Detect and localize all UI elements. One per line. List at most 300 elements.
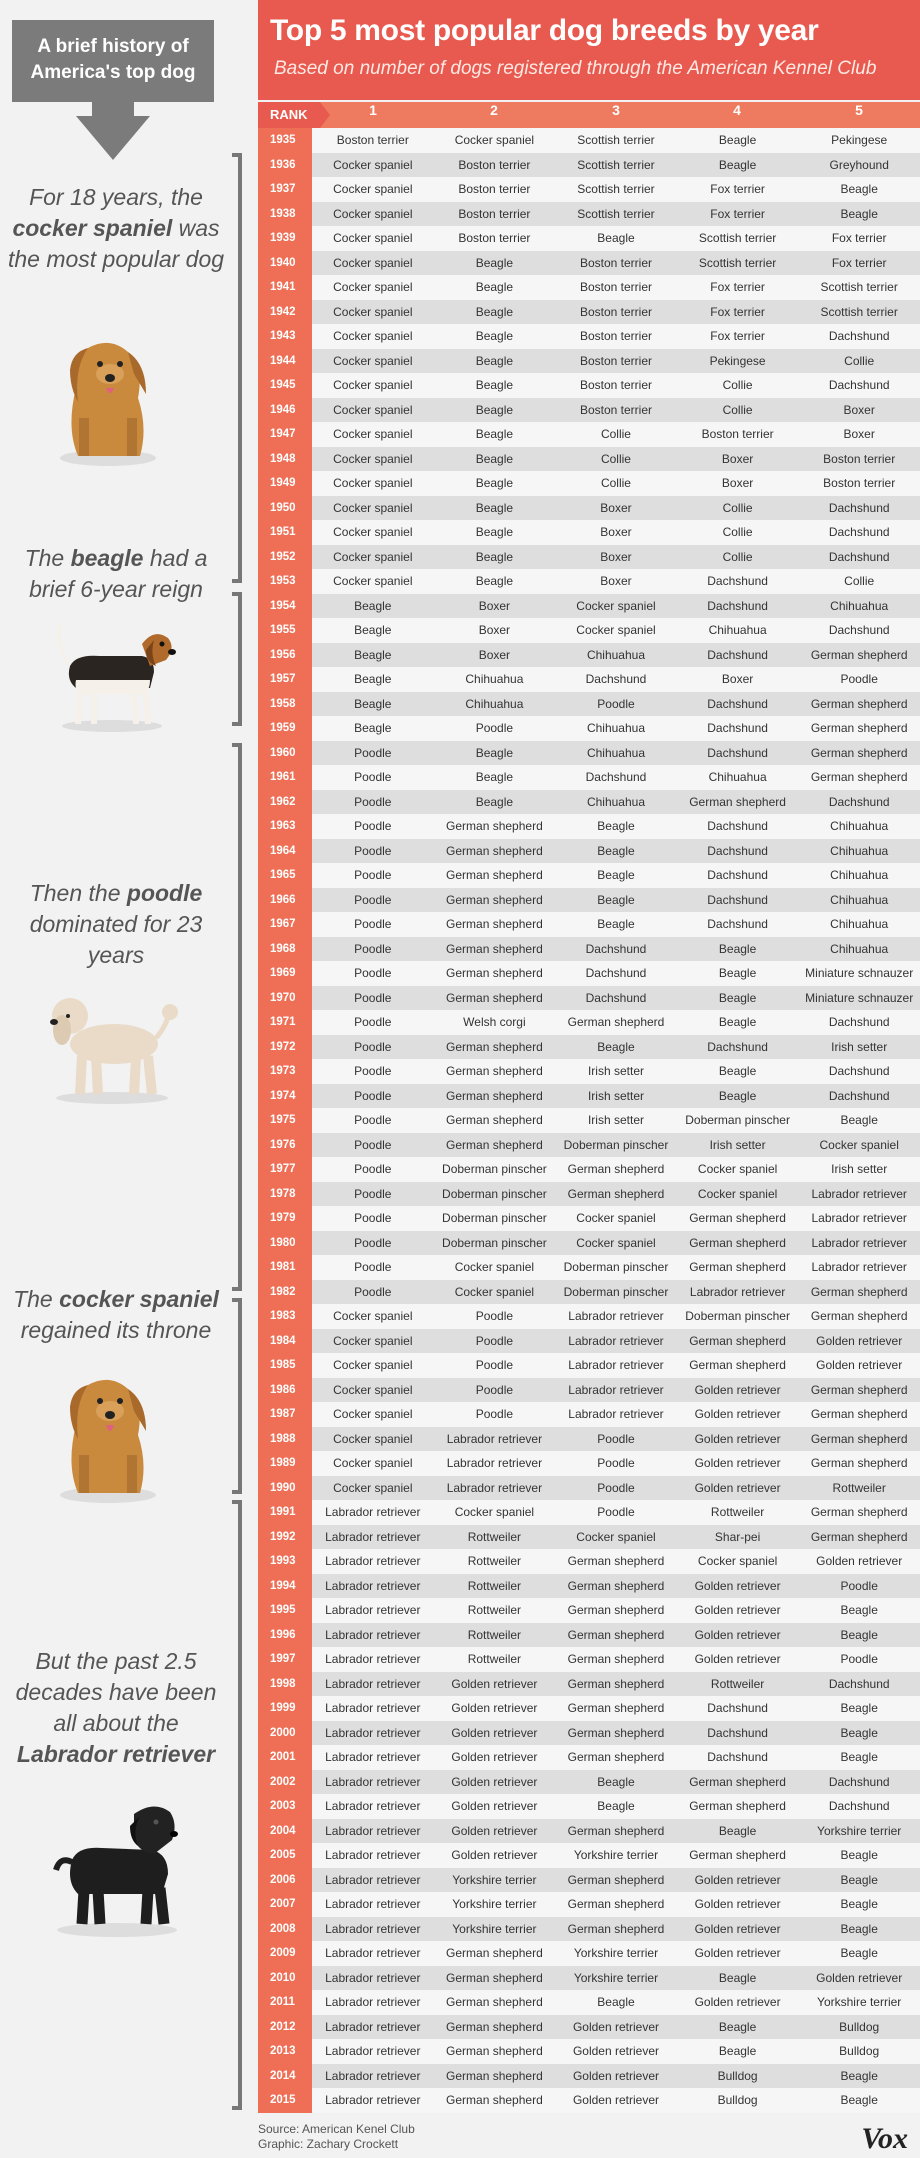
year-cell: 1993 [258,1549,312,1574]
row-cells [312,961,920,986]
breed-cell-rank-4: Beagle [718,2044,757,2058]
row-cells [312,349,920,374]
year-cell: 1977 [258,1157,312,1182]
breed-cell-rank-2: German shepherd [446,2093,543,2107]
down-arrow-icon [76,116,150,160]
breed-cell-rank-5: Miniature schnauzer [805,990,914,1005]
breed-cell-rank-3: German shepherd [567,1652,665,1666]
breed-cell-rank-2: Cocker spaniel [454,1284,535,1299]
breed-cell-rank-4: Rottweiler [710,1676,765,1691]
table-row [258,1451,920,1476]
row-cells [312,471,920,496]
breed-cell-rank-2: German shepherd [446,2019,543,2034]
breed-cell-rank-2: German shepherd [446,1946,543,1960]
table-row [258,1647,920,1672]
breed-cell-rank-4: Collie [722,402,753,417]
breed-cell-rank-2: Yorkshire terrier [452,1897,537,1911]
breed-cell-rank-5: Poodle [840,672,878,686]
breed-cell-rank-5: German shepherd [810,1382,908,1397]
breed-cell-rank-5: Boston terrier [823,476,896,490]
breed-cell-rank-3: Beagle [597,1774,635,1789]
table-row [258,1819,920,1844]
breed-cell-rank-1: Beagle [354,623,392,637]
breed-cell-rank-4: Cocker spaniel [697,1554,778,1568]
table-row [258,1892,920,1917]
breed-cell-rank-5: Chihuahua [830,819,889,833]
year-cell: 1946 [258,398,312,423]
breed-cell-rank-4: German shepherd [689,1358,786,1372]
table-row [258,1133,920,1158]
breed-cell-rank-1: Labrador retriever [325,2019,421,2034]
row-cells [312,986,920,1011]
breed-cell-rank-5: Labrador retriever [811,1211,907,1225]
breed-cell-rank-1: Poodle [354,1113,392,1127]
year-cell: 1948 [258,447,312,472]
table-row [258,1966,920,1991]
breed-cell-rank-4: Dachshund [707,1039,768,1054]
table-row [258,422,920,447]
breed-cell-rank-1: Cocker spaniel [333,329,413,343]
row-cells [312,888,920,913]
breed-cell-rank-1: Labrador retriever [325,2068,421,2083]
table-row [258,1721,920,1746]
row-cells [312,1035,920,1060]
breed-cell-rank-2: Beagle [475,794,514,809]
breed-cell-rank-5: German shepherd [810,1505,908,1519]
year-cell: 1963 [258,814,312,839]
year-cell: 2003 [258,1794,312,1819]
year-cell: 1949 [258,471,312,496]
year-cell: 1996 [258,1623,312,1648]
breed-cell-rank-4: Boxer [721,451,754,466]
row-cells [312,912,920,937]
row-cells [312,1451,920,1476]
row-cells [312,716,920,741]
breed-cell-rank-3: Dachshund [585,672,647,686]
table-row [258,790,920,815]
row-cells [312,1794,920,1819]
era-bracket-cocker-2 [232,1298,242,1494]
breed-cell-rank-5: Chihuahua [830,868,889,882]
year-cell: 1944 [258,349,312,374]
down-arrow-stem [92,102,134,116]
breed-cell-rank-4: Dachshund [707,843,768,858]
table-row [258,741,920,766]
breed-cell-rank-1: Cocker spaniel [333,231,413,245]
breed-cell-rank-3: Boxer [600,525,632,539]
breed-cell-rank-1: Cocker spaniel [333,574,413,588]
year-cell: 1950 [258,496,312,521]
breed-cell-rank-2: Yorkshire terrier [452,1921,537,1936]
breed-cell-rank-2: Beagle [475,525,514,539]
breed-cell-rank-4: Doberman pinscher [685,1309,790,1323]
breed-cell-rank-4: Beagle [718,1088,757,1103]
year-cell: 1965 [258,863,312,888]
breed-cell-rank-4: Collie [722,549,753,564]
breed-cell-rank-1: Labrador retriever [325,1701,421,1715]
breed-cell-rank-2: German shepherd [446,941,543,956]
breed-cell-rank-3: German shepherd [567,1823,665,1838]
breed-cell-rank-2: Beagle [475,304,514,319]
table-row [258,1108,920,1133]
row-cells [312,692,920,717]
breed-cell-rank-5: Dachshund [828,525,890,539]
breed-cell-rank-2: Poodle [475,1407,514,1421]
table-row [258,1084,920,1109]
breed-cell-rank-4: Scottish terrier [698,255,777,270]
breed-cell-rank-3: German shepherd [567,1162,665,1176]
caption-cocker-2: The cocker spaniel regained its throne [13,1286,219,1343]
breed-cell-rank-5: Beagle [840,206,878,221]
breed-cell-rank-4: Boston terrier [701,427,774,441]
breed-cell-rank-3: Irish setter [587,1088,644,1103]
table-row [258,1402,920,1427]
breed-cell-rank-5: German shepherd [810,647,908,662]
breed-cell-rank-4: Dachshund [707,721,768,735]
year-cell: 1978 [258,1182,312,1207]
breed-cell-rank-2: Rottweiler [467,1529,522,1544]
breed-cell-rank-5: Bulldog [839,2044,880,2058]
breed-cell-rank-1: Poodle [354,990,392,1005]
breed-cell-rank-5: German shepherd [810,1284,908,1299]
breed-cell-rank-3: Labrador retriever [568,1358,664,1372]
row-cells [312,667,920,692]
breed-cell-rank-5: German shepherd [810,1529,908,1544]
breed-cell-rank-5: Yorkshire terrier [817,1995,902,2009]
breed-cell-rank-2: German shepherd [446,917,543,931]
breed-cell-rank-4: Pekingese [709,353,766,368]
breed-cell-rank-2: Boxer [478,598,511,613]
breed-cell-rank-3: Beagle [597,1799,635,1813]
year-cell: 1991 [258,1500,312,1525]
breed-cell-rank-3: Beagle [597,231,635,245]
table-row [258,1157,920,1182]
breed-cell-rank-1: Beagle [354,598,392,613]
year-cell: 1941 [258,275,312,300]
breed-cell-rank-5: Chihuahua [830,892,889,907]
breed-cell-rank-3: Doberman pinscher [563,1260,669,1274]
breed-cell-rank-3: Boxer [600,549,632,564]
table-row [258,2064,920,2089]
beagle-image [50,614,180,734]
row-cells [312,643,920,668]
rank-3-header: 3 [612,102,620,118]
table-row [258,986,920,1011]
breed-cell-rank-4: Golden retriever [694,1652,781,1666]
breed-cell-rank-2: Labrador retriever [446,1480,543,1495]
breed-cell-rank-1: Poodle [354,941,392,956]
row-cells [312,300,920,325]
year-cell: 1969 [258,961,312,986]
table-row [258,128,920,153]
breed-cell-rank-2: German shepherd [446,990,543,1005]
breed-cell-rank-3: Dachshund [585,990,647,1005]
breed-cell-rank-1: Cocker spaniel [333,549,413,564]
row-cells [312,1084,920,1109]
row-cells [312,790,920,815]
breed-cell-rank-2: Beagle [475,476,514,490]
intro-text: A brief history of America's top dog [30,36,196,83]
year-cell: 1972 [258,1035,312,1060]
breed-cell-rank-2: Beagle [475,500,514,515]
breed-cell-rank-5: Beagle [840,182,878,196]
breed-cell-rank-2: Beagle [475,402,514,417]
breed-cell-rank-5: Dachshund [828,1676,890,1691]
breed-cell-rank-1: Labrador retriever [325,1627,421,1642]
row-cells [312,1525,920,1550]
breed-cell-rank-3: Labrador retriever [568,1309,664,1323]
table-row [258,863,920,888]
breed-cell-rank-3: Golden retriever [572,2093,659,2107]
row-cells [312,1157,920,1182]
breed-cell-rank-1: Beagle [354,647,392,662]
breed-cell-rank-2: Beagle [475,353,514,368]
breed-cell-rank-2: Doberman pinscher [442,1162,547,1176]
breed-cell-rank-2: Poodle [475,1358,514,1372]
breed-cell-rank-1: Poodle [354,794,392,809]
breed-cell-rank-3: Scottish terrier [577,206,655,221]
breed-cell-rank-4: German shepherd [689,1235,786,1250]
breed-cell-rank-3: Boston terrier [579,353,652,368]
breed-cell-rank-1: Poodle [354,1260,392,1274]
breed-cell-rank-1: Labrador retriever [325,1652,421,1666]
breed-cell-rank-2: Boxer [478,623,511,637]
breed-cell-rank-4: Fox terrier [710,206,765,221]
table-row [258,324,920,349]
breed-cell-rank-2: German shepherd [446,1970,543,1985]
breed-cell-rank-5: Beagle [840,1603,878,1617]
row-cells [312,202,920,227]
breed-cell-rank-3: Boston terrier [579,280,652,294]
breed-cell-rank-3: Boston terrier [579,255,652,270]
breed-cell-rank-1: Boston terrier [336,133,409,147]
breed-cell-rank-2: German shepherd [446,819,543,833]
breed-cell-rank-4: Bulldog [717,2068,758,2083]
breed-cell-rank-4: Scottish terrier [698,231,777,245]
breed-cell-rank-4: Golden retriever [694,1946,781,1960]
breed-cell-rank-5: Beagle [840,1897,878,1911]
breed-cell-rank-1: Labrador retriever [325,1970,421,1985]
breed-cell-rank-4: Golden retriever [694,1921,781,1936]
breed-cell-rank-5: Dachshund [828,794,890,809]
breed-cell-rank-1: Labrador retriever [325,1554,421,1568]
year-cell: 1986 [258,1378,312,1403]
breed-cell-rank-1: Labrador retriever [325,1529,421,1544]
breed-cell-rank-3: Irish setter [587,1113,644,1127]
breed-cell-rank-1: Cocker spaniel [333,402,413,417]
breed-cell-rank-5: Rottweiler [832,1480,886,1495]
breed-cell-rank-2: Beagle [475,329,514,343]
breed-cell-rank-5: German shepherd [810,1456,908,1470]
breed-cell-rank-1: Labrador retriever [325,1995,421,2009]
breed-cell-rank-5: Dachshund [828,1799,890,1813]
breed-cell-rank-3: German shepherd [567,1897,665,1911]
labrador-retriever-image [42,1790,192,1940]
year-cell: 1970 [258,986,312,1011]
breed-cell-rank-4: Dachshund [707,745,768,760]
rank-2-header: 2 [490,102,498,118]
table-row [258,1476,920,1501]
row-cells [312,1623,920,1648]
year-cell: 2009 [258,1941,312,1966]
table-row [258,300,920,325]
breed-cell-rank-3: Collie [600,476,631,490]
breed-cell-rank-3: German shepherd [567,1554,665,1568]
breed-cell-rank-1: Poodle [354,1039,392,1054]
row-cells [312,398,920,423]
row-cells [312,1182,920,1207]
breed-cell-rank-5: Collie [844,353,875,368]
breed-cell-rank-3: Beagle [597,843,635,858]
breed-cell-rank-5: Golden retriever [816,1333,903,1348]
breed-cell-rank-5: Boxer [843,402,875,417]
breed-cell-rank-1: Cocker spaniel [333,353,413,368]
breed-cell-rank-1: Labrador retriever [325,1578,421,1593]
breed-cell-rank-2: German shepherd [446,843,543,858]
table-row [258,177,920,202]
table-row [258,667,920,692]
year-cell: 1960 [258,741,312,766]
breed-cell-rank-3: Scottish terrier [577,157,655,172]
year-cell: 1974 [258,1084,312,1109]
breed-cell-rank-3: German shepherd [567,1627,665,1642]
cocker-spaniel-image [48,318,168,468]
breed-cell-rank-4: Beagle [718,1064,757,1078]
breed-cell-rank-3: Cocker spaniel [576,1529,656,1544]
table-row [258,1574,920,1599]
table-row [258,1353,920,1378]
breed-cell-rank-1: Beagle [354,721,392,735]
breed-cell-rank-1: Labrador retriever [325,1897,421,1911]
year-cell: 1966 [258,888,312,913]
breed-cell-rank-5: Dachshund [828,378,890,392]
year-cell: 2013 [258,2039,312,2064]
year-cell: 2014 [258,2064,312,2089]
breed-cell-rank-5: Irish setter [831,1162,888,1176]
breed-cell-rank-5: Beagle [840,2068,878,2083]
table-row [258,1745,920,1770]
breed-cell-rank-4: Golden retriever [694,1456,781,1470]
breed-cell-rank-4: Beagle [718,1015,757,1029]
breed-cell-rank-2: German shepherd [446,1064,543,1078]
breed-cell-rank-4: Beagle [718,2019,757,2034]
breed-cell-rank-1: Cocker spaniel [333,1480,413,1495]
table-row [258,202,920,227]
table-row [258,1770,920,1795]
breed-cell-rank-1: Cocker spaniel [333,1431,413,1446]
breed-cell-rank-1: Poodle [354,966,392,980]
breed-cell-rank-2: Poodle [475,1333,514,1348]
table-row [258,1304,920,1329]
breed-cell-rank-1: Labrador retriever [325,1505,421,1519]
breed-cell-rank-4: Dachshund [707,647,768,662]
breed-cell-rank-5: Beagle [840,1113,878,1127]
breed-cell-rank-2: German shepherd [446,1039,543,1054]
table-row [258,2088,920,2113]
year-cell: 1983 [258,1304,312,1329]
breed-cell-rank-2: Poodle [475,1309,514,1323]
row-cells [312,1843,920,1868]
breed-cell-rank-1: Cocker spaniel [333,525,413,539]
breed-cell-rank-5: German shepherd [810,1431,908,1446]
year-cell: 1962 [258,790,312,815]
breed-cell-rank-4: Dachshund [707,868,768,882]
breed-cell-rank-1: Poodle [354,745,392,760]
breed-cell-rank-1: Labrador retriever [325,1750,421,1764]
breed-cell-rank-3: German shepherd [567,1921,665,1936]
breed-cell-rank-1: Labrador retriever [325,1774,421,1789]
breed-table [258,128,920,2113]
breed-cell-rank-5: Dachshund [828,500,890,515]
year-cell: 2004 [258,1819,312,1844]
breed-cell-rank-5: Dachshund [828,623,890,637]
breed-cell-rank-3: Beagle [597,892,635,907]
table-row [258,1059,920,1084]
year-cell: 2008 [258,1917,312,1942]
breed-cell-rank-3: Yorkshire terrier [573,1970,659,1985]
breed-cell-rank-5: Yorkshire terrier [817,1823,902,1838]
breed-cell-rank-2: Golden retriever [451,1848,538,1862]
breed-cell-rank-2: Cocker spaniel [454,1505,535,1519]
breed-cell-rank-1: Cocker spaniel [333,255,413,270]
table-row [258,839,920,864]
breed-cell-rank-1: Cocker spaniel [333,427,413,441]
year-cell: 1990 [258,1476,312,1501]
row-cells [312,863,920,888]
breed-cell-rank-2: Golden retriever [451,1799,538,1813]
breed-cell-rank-2: German shepherd [446,966,543,980]
year-cell: 1997 [258,1647,312,1672]
year-cell: 2010 [258,1966,312,1991]
breed-cell-rank-1: Poodle [354,1015,392,1029]
breed-cell-rank-4: Golden retriever [694,1995,781,2009]
page-title: Top 5 most popular dog breeds by year [270,14,819,47]
row-cells [312,1402,920,1427]
table-row [258,1378,920,1403]
year-cell: 1939 [258,226,312,251]
breed-cell-rank-3: Golden retriever [572,2019,659,2034]
table-row [258,1427,920,1452]
year-cell: 2005 [258,1843,312,1868]
year-cell: 1935 [258,128,312,153]
breed-cell-rank-4: Boxer [721,476,754,490]
table-row [258,961,920,986]
table-row [258,1696,920,1721]
table-row [258,496,920,521]
year-cell: 1936 [258,153,312,178]
table-row [258,1917,920,1942]
breed-cell-rank-2: Boston terrier [458,206,531,221]
breed-cell-rank-2: Rottweiler [467,1627,522,1642]
breed-cell-rank-4: Cocker spaniel [697,1162,778,1176]
row-cells [312,765,920,790]
row-cells [312,128,920,153]
breed-cell-rank-3: Beagle [597,1039,635,1054]
year-cell: 1971 [258,1010,312,1035]
breed-cell-rank-5: Dachshund [828,549,890,564]
source-text: Source: American Kenel Club [258,2122,415,2136]
table-row [258,373,920,398]
year-cell: 1999 [258,1696,312,1721]
row-cells [312,1892,920,1917]
breed-cell-rank-3: Beagle [597,917,635,931]
year-cell: 1973 [258,1059,312,1084]
breed-cell-rank-1: Cocker spaniel [333,378,413,392]
breed-cell-rank-4: Golden retriever [694,1480,781,1495]
breed-cell-rank-1: Labrador retriever [325,1603,421,1617]
breed-cell-rank-3: Dachshund [585,966,647,980]
era-bracket-poodle [232,743,242,1291]
